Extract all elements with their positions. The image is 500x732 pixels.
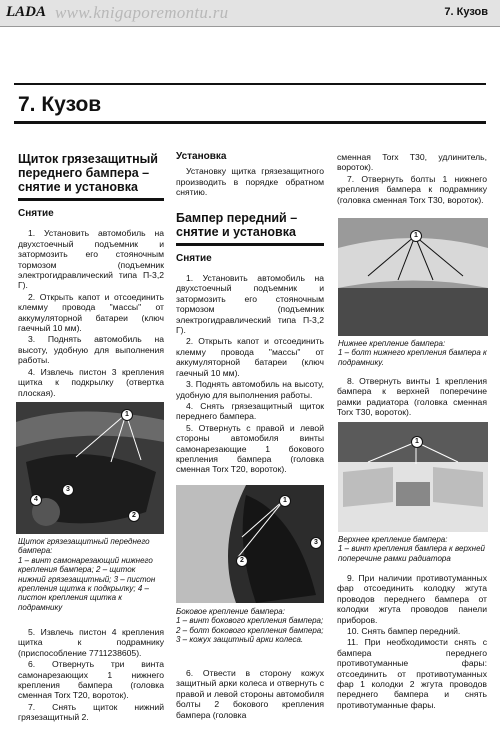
step-text: 7. Отвернуть болты 1 нижнего крепления бампера к подрамнику (головка сменная Torx T30, вороток). [337,173,487,205]
section-rule [176,243,324,246]
step-text: 5. Извлечь пистон 4 крепления щитка к подрамнику (приспособление 7711238605). [18,627,164,658]
step-text: 6. Отвести в сторону кожух защитный арки колеса и отвернуть с правой и левой стороны автомобиля болты 2 бокового крепления бампера (головка [176,668,324,720]
callout-2: 2 [128,510,140,522]
subheading-removal: Снятие [18,208,54,219]
figure-caption-side-mount [176,607,324,645]
step-text: 4. Извлечь пистон 3 крепления щитка к подкрылку (отвертка плоская). [18,366,164,398]
step-text: 9. При наличии противотуманных фар отсоединить колодку жгута проводов переднего бампера от колодки жгута проводов панели приборов. [337,573,487,625]
install-text: Установку щитка грязезащитного производить в порядке обратном снятию. [176,166,324,198]
photo-side-mount [176,485,324,603]
callout-1: 1 [279,495,291,507]
shield-illustration [16,402,164,534]
caption-title: Боковое крепление бампера: [176,607,285,616]
step-text: 8. Отвернуть винты 1 крепления бампера к верхней поперечине рамки радиатора (головка сменная Torx T30, вороток). [337,376,487,418]
step-text: сменная Torx T30, удлинитель, вороток). [337,152,487,173]
caption-body: 1 – винт самонарезающий нижнего крепления бампера; 2 – щиток нижний грязезащитный; 3 – пистон крепления щитка к подкрылку; 4 – пистон крепления щитка к подрамнику [18,555,156,612]
caption-body: 1 – винт бокового крепления бампера; 2 – болт бокового крепления бампера; 3 – кожух защитный арки колеса. [176,616,324,645]
step-text: 11. При необходимости снять с бампера переднего противотуманные фары: отсоединить от противотуманных фар 1 колодки 2 жгута проводов переднего бампера и снять противотуманные фары. [337,637,487,710]
step-text: 4. Снять грязезащитный щиток переднего бампера. [176,400,324,422]
callout-3: 3 [62,484,74,496]
step-text: 7. Снять щиток нижний грязезащитный 2. [18,701,164,723]
caption-body: 1 – винт крепления бампера к верхней поперечине рамки радиатора [338,544,485,563]
figure-caption-shield [18,537,164,612]
photo-lower-mount [338,218,488,336]
step-text: 5. Отвернуть с правой и левой стороны автомобиля винты самонарезающие 1 бокового крепления бампера (головка сменная Torx T20, вороток). [176,422,324,475]
watermark-url: www.knigaporemontu.ru [55,3,229,22]
column-3 [337,152,487,206]
brand-logo: LADA [6,4,47,20]
photo-upper-mount [338,422,488,532]
side-mount-illustration [176,485,324,603]
step-text: 3. Поднять автомобиль на высоту, удобную для выполнения работы. [18,334,164,366]
step-text: 1. Установить автомобиль на двухстоечный подъемник и затормозить его стояночным тормозом (подъемник электрогидравлический типа П-3,2 Г). [18,228,164,291]
column-1-continued [18,627,164,724]
figure-caption-lower-mount [338,339,488,367]
header-section-title: 7. Кузов [444,6,488,18]
callout-1: 1 [411,436,423,448]
caption-title: Верхнее крепление бампера: [338,535,448,544]
caption-title: Щиток грязезащитный переднего бампера: [18,537,150,556]
column-3-continued [337,573,487,711]
callout-3: 3 [310,537,322,549]
step-text: 2. Открыть капот и отсоединить клемму провода "массы" от аккумуляторной батареи (ключ гаечный 10 мм). [176,336,324,378]
step-text: 6. Отвернуть три винта самонарезающих 1 нижнего крепления бампера (головка сменная Torx T20, вороток). [18,659,164,701]
callout-1: 1 [121,409,133,421]
chapter-bottom-rule [14,121,486,124]
column-1 [18,152,164,399]
subheading-removal: Снятие [176,252,212,264]
section-title-shield: Щиток грязезащитный переднего бампера – снятие и установка [18,152,158,194]
section-title-bumper: Бампер передний – снятие и установка [176,210,298,239]
step-text: 3. Поднять автомобиль на высоту, удобную для выполнения работы. [176,379,324,400]
callout-4: 4 [30,494,42,506]
page-header [0,0,500,27]
chapter-top-rule [14,83,486,85]
photo-shield [16,402,164,534]
subheading-install: Установка [176,151,227,162]
caption-body: 1 – болт нижнего крепления бампера к подрамнику. [338,348,487,367]
step-text: 10. Снять бампер передний. [347,626,461,637]
step-text: 2. Открыть капот и отсоединить клемму провода "массы" от аккумуляторной батареи (ключ гаечный 10 мм). [18,291,164,334]
column-2-continued [176,668,324,721]
chapter-title: 7. Кузов [18,93,102,116]
step-text: 1. Установить автомобиль на двухстоечный подъемник и затормозить его стояночным тормозом (подъемник электрогидравлический типа П-3,2 Г). [176,273,324,336]
figure-caption-upper-mount [338,535,488,563]
section-rule [18,198,164,201]
column-2 [176,152,324,476]
caption-title: Нижнее крепление бампера: [338,339,446,348]
column-3-step-8 [337,376,487,419]
callout-2: 2 [236,555,248,567]
callout-1: 1 [410,230,422,242]
